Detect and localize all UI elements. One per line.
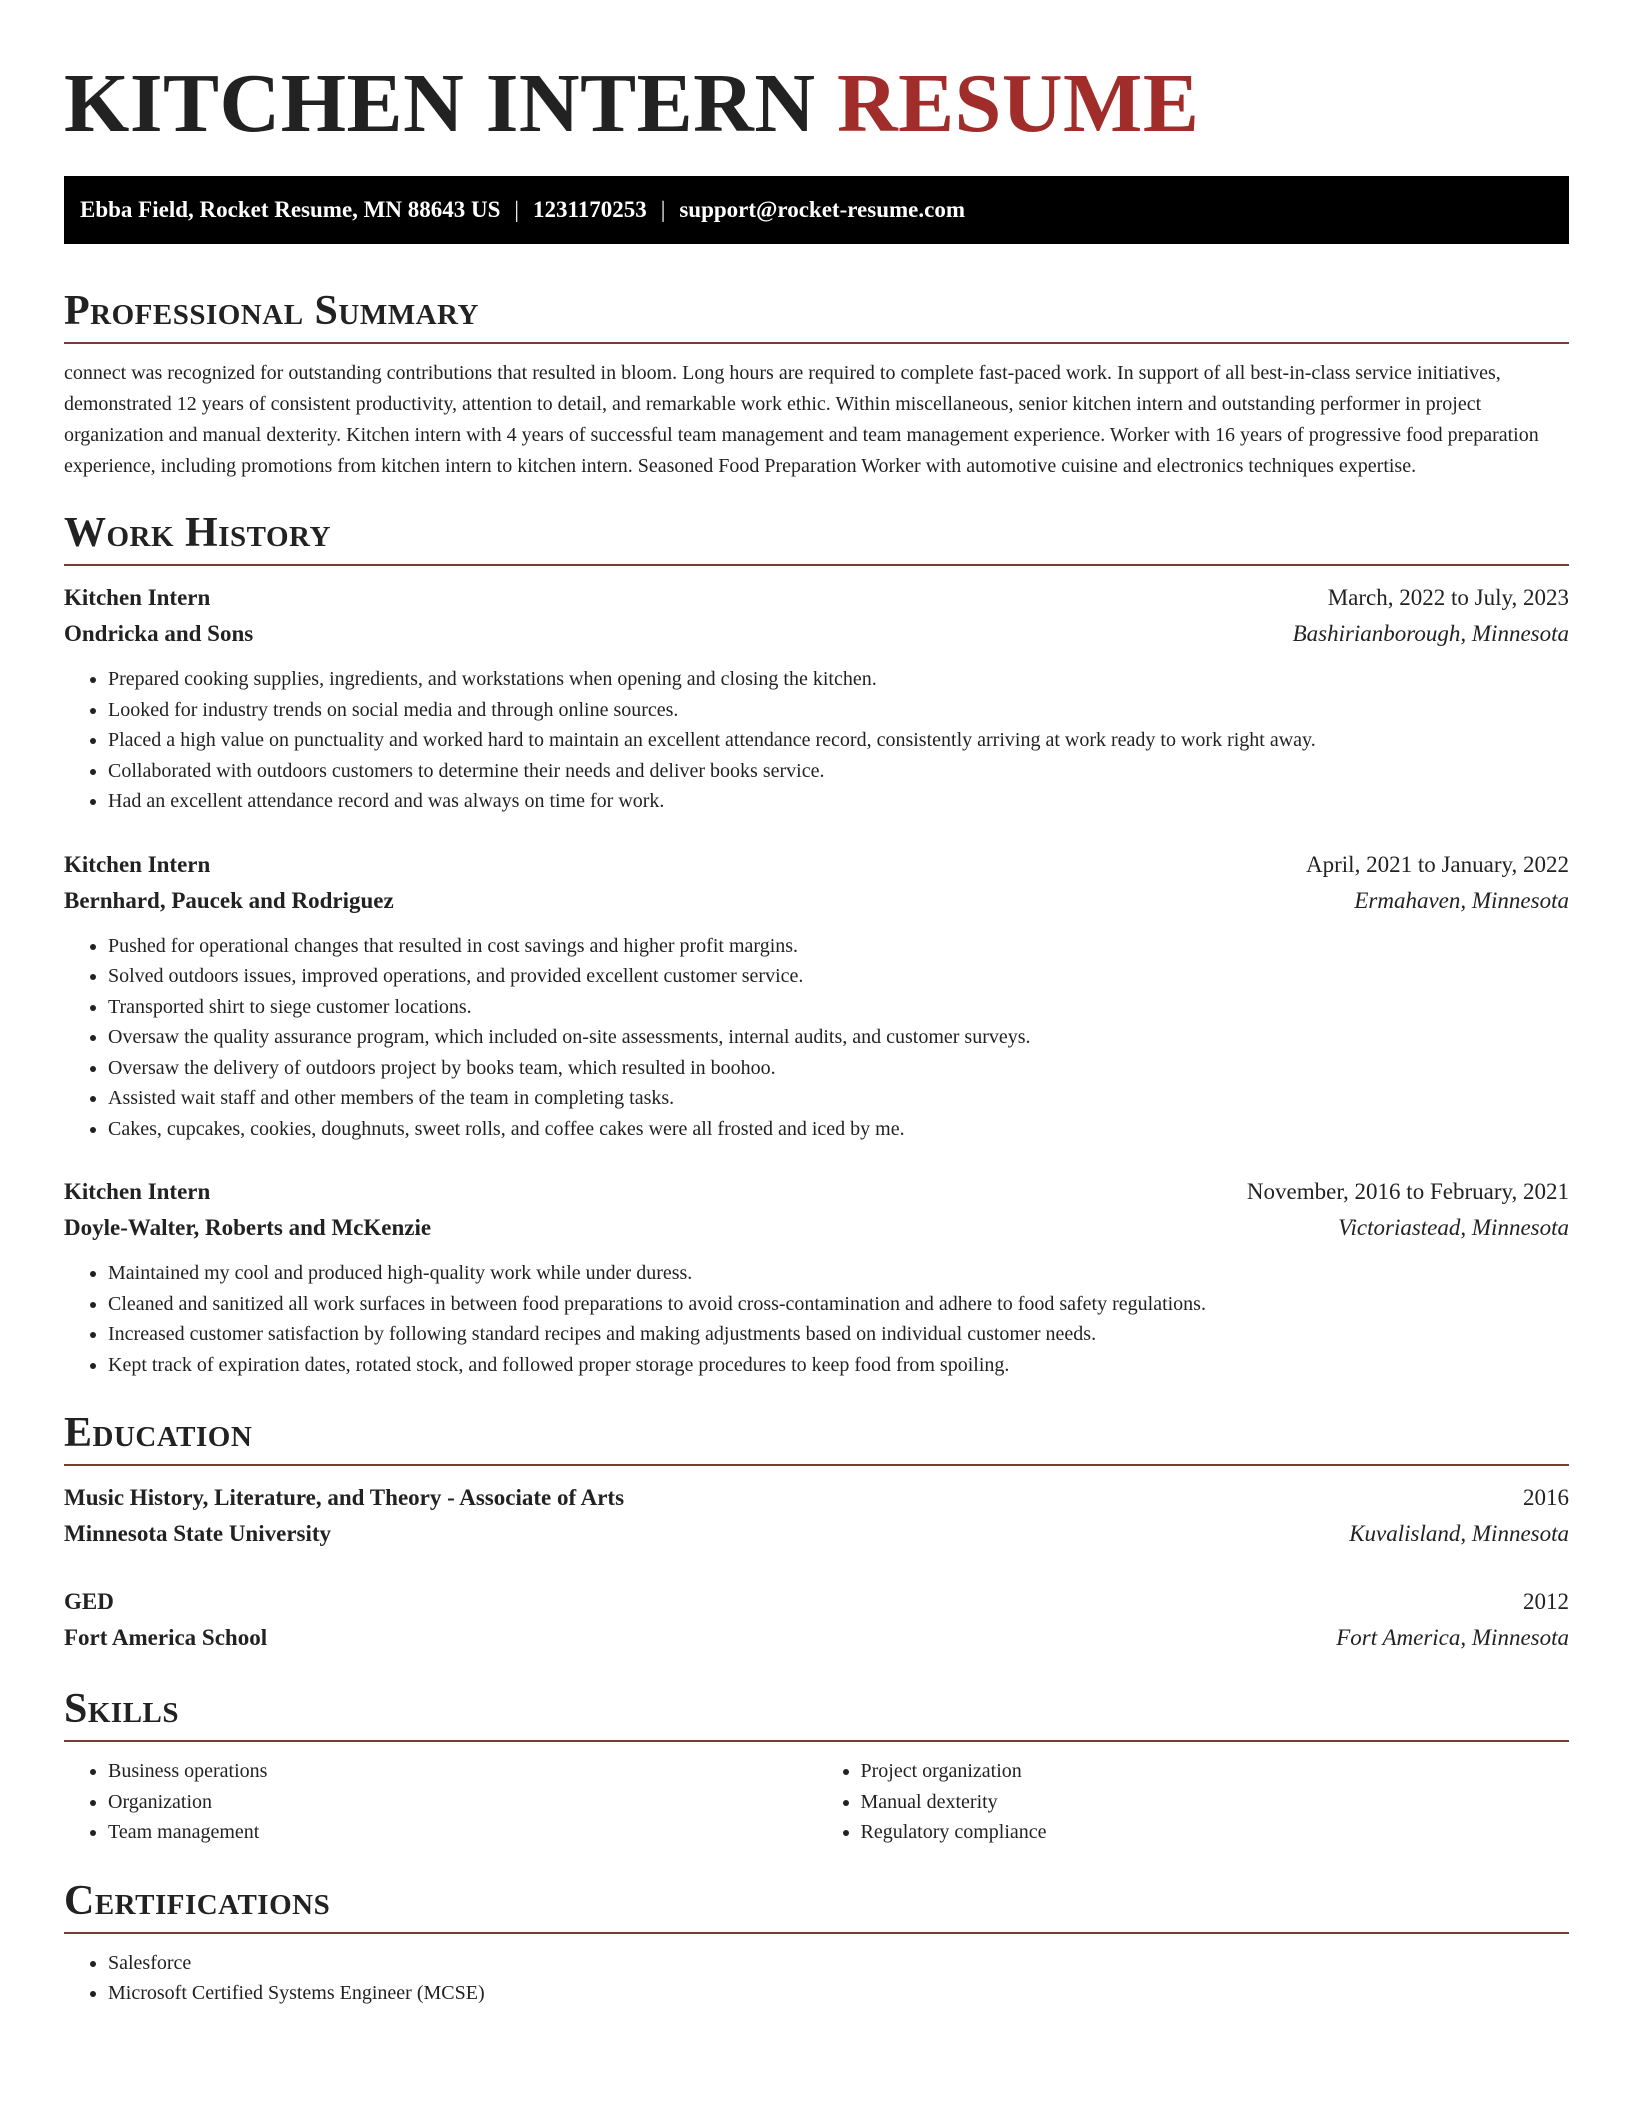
list-item: • Transported shirt to siege customer locations. <box>108 992 1569 1023</box>
job-bullets <box>64 1258 1569 1380</box>
job-location: Ermahaven, Minnesota <box>1354 887 1569 913</box>
education-entry <box>64 1480 1569 1552</box>
skills-grid <box>64 1756 1569 1848</box>
section-heading: Work History <box>64 508 1569 566</box>
list-item: • Project organization <box>861 1756 1570 1787</box>
job-dates: April, 2021 to January, 2022 <box>1306 851 1569 877</box>
job-dates: November, 2016 to February, 2021 <box>1246 1179 1569 1204</box>
job-bullets <box>64 664 1569 817</box>
list-item: • Team management <box>108 1817 817 1848</box>
education-header <box>64 1480 1569 1516</box>
list-item: • Pushed for operational changes that resulted in cost savings and higher profit margins. <box>108 931 1569 962</box>
education-year: 2016 <box>1523 1485 1569 1510</box>
job-header <box>64 1174 1569 1210</box>
summary-text: connect was recognized for outstanding contributions that resulted in bloom. Long hours are required to complete fast-paced work. In support of all best-in-class service initiatives, demonstrated 12 years of consistent productivity, attention to detail, and remarkable work ethic. Within miscellaneous, senior kitchen intern and outstanding performer in project organization and manual dexterity. Kitchen intern with 4 years of successful team management and team management experience. Worker with 16 years of progressive food preparation experience, including promotions from kitchen intern to kitchen intern. Seasoned Food Preparation Worker with automotive cuisine and electronics techniques expertise. <box>64 362 1539 477</box>
summary-section <box>64 286 1569 482</box>
list-item: • Cleaned and sanitized all work surfaces in between food preparations to avoid cross-contamination and adhere to food safety regulations. <box>108 1289 1569 1320</box>
job-header <box>64 580 1569 616</box>
section-heading: Professional Summary <box>64 286 1569 344</box>
education-location: Kuvalisland, Minnesota <box>1349 1521 1569 1546</box>
contact-separator: | <box>514 197 519 222</box>
section-heading: Education <box>64 1408 1569 1466</box>
education-entry <box>64 1584 1569 1656</box>
job-company: Doyle-Walter, Roberts and McKenzie <box>64 1215 432 1240</box>
list-item: • Increased customer satisfaction by following standard recipes and making adjustments based on individual customer needs. <box>108 1319 1569 1350</box>
list-item: • Placed a high value on punctuality and worked hard to maintain an excellent attendance record, consistently arriving at work ready to work right away. <box>108 725 1569 756</box>
list-item: • Regulatory compliance <box>861 1817 1570 1848</box>
job-company: Bernhard, Paucek and Rodriguez <box>64 887 394 913</box>
job-subheader <box>64 1210 1569 1246</box>
education-subheader <box>64 1620 1569 1656</box>
education-degree: GED <box>64 1589 114 1614</box>
title-main: KITCHEN INTERN <box>64 57 816 150</box>
job-location: Bashirianborough, Minnesota <box>1292 621 1569 646</box>
list-item: • Manual dexterity <box>861 1787 1570 1818</box>
education-subheader <box>64 1516 1569 1552</box>
job-company: Ondricka and Sons <box>64 621 254 646</box>
list-item: • Had an excellent attendance record and was always on time for work. <box>108 786 1569 817</box>
certifications-section <box>64 1876 1569 2009</box>
list-item: • Maintained my cool and produced high-quality work while under duress. <box>108 1258 1569 1289</box>
contact-separator: | <box>660 197 666 222</box>
skills-column-right <box>817 1756 1570 1848</box>
contact-address: Ebba Field, Rocket Resume, MN 88643 US <box>80 197 501 222</box>
job-header <box>64 847 1569 883</box>
list-item: • Kept track of expiration dates, rotated stock, and followed proper storage procedures to keep food from spoiling. <box>108 1350 1569 1381</box>
section-heading: Certifications <box>64 1876 1569 1934</box>
list-item: • Salesforce <box>108 1948 1569 1979</box>
list-item: • Oversaw the quality assurance program, which included on-site assessments, internal audits, and customer surveys. <box>108 1022 1569 1053</box>
list-item: • Oversaw the delivery of outdoors project by books team, which resulted in boohoo. <box>108 1053 1569 1084</box>
contact-email[interactable]: support@rocket-resume.com <box>679 197 965 222</box>
job-title: Kitchen Intern <box>64 851 211 877</box>
list-item: • Solved outdoors issues, improved operations, and provided excellent customer service. <box>108 961 1569 992</box>
contact-phone: 1231170253 <box>533 197 647 222</box>
job-location: Victoriastead, Minnesota <box>1338 1215 1569 1240</box>
job-entry <box>64 580 1569 817</box>
job-entry <box>64 847 1569 1145</box>
list-item: • Organization <box>108 1787 817 1818</box>
job-subheader <box>64 616 1569 652</box>
resume-page <box>64 0 1569 2009</box>
job-bullets <box>64 931 1569 1145</box>
education-school: Minnesota State University <box>64 1521 332 1546</box>
list-item: • Business operations <box>108 1756 817 1787</box>
list-item: • Collaborated with outdoors customers to determine their needs and deliver books service. <box>108 756 1569 787</box>
section-heading: Skills <box>64 1684 1569 1742</box>
education-school: Fort America School <box>64 1625 268 1650</box>
list-item: • Cakes, cupcakes, cookies, doughnuts, sweet rolls, and coffee cakes were all frosted and iced by me. <box>108 1114 1569 1145</box>
education-section <box>64 1408 1569 1656</box>
resume-title <box>64 0 1569 160</box>
title-accent: RESUME <box>836 57 1200 150</box>
skills-section <box>64 1684 1569 1848</box>
education-header <box>64 1584 1569 1620</box>
education-year: 2012 <box>1523 1589 1569 1614</box>
list-item: • Assisted wait staff and other members of the team in completing tasks. <box>108 1083 1569 1114</box>
job-title: Kitchen Intern <box>64 585 211 610</box>
certifications-list <box>64 1948 1569 2009</box>
skills-column-left <box>64 1756 817 1848</box>
contact-bar <box>64 176 1569 244</box>
list-item: • Prepared cooking supplies, ingredients, and workstations when opening and closing the kitchen. <box>108 664 1569 695</box>
work-section <box>64 508 1569 1380</box>
job-entry <box>64 1174 1569 1380</box>
education-degree: Music History, Literature, and Theory - Associate of Arts <box>64 1485 625 1510</box>
job-dates: March, 2022 to July, 2023 <box>1327 585 1569 610</box>
job-title: Kitchen Intern <box>64 1179 211 1204</box>
education-location: Fort America, Minnesota <box>1336 1625 1569 1650</box>
job-subheader <box>64 883 1569 919</box>
list-item: • Microsoft Certified Systems Engineer (MCSE) <box>108 1978 1569 2009</box>
list-item: • Looked for industry trends on social media and through online sources. <box>108 695 1569 726</box>
